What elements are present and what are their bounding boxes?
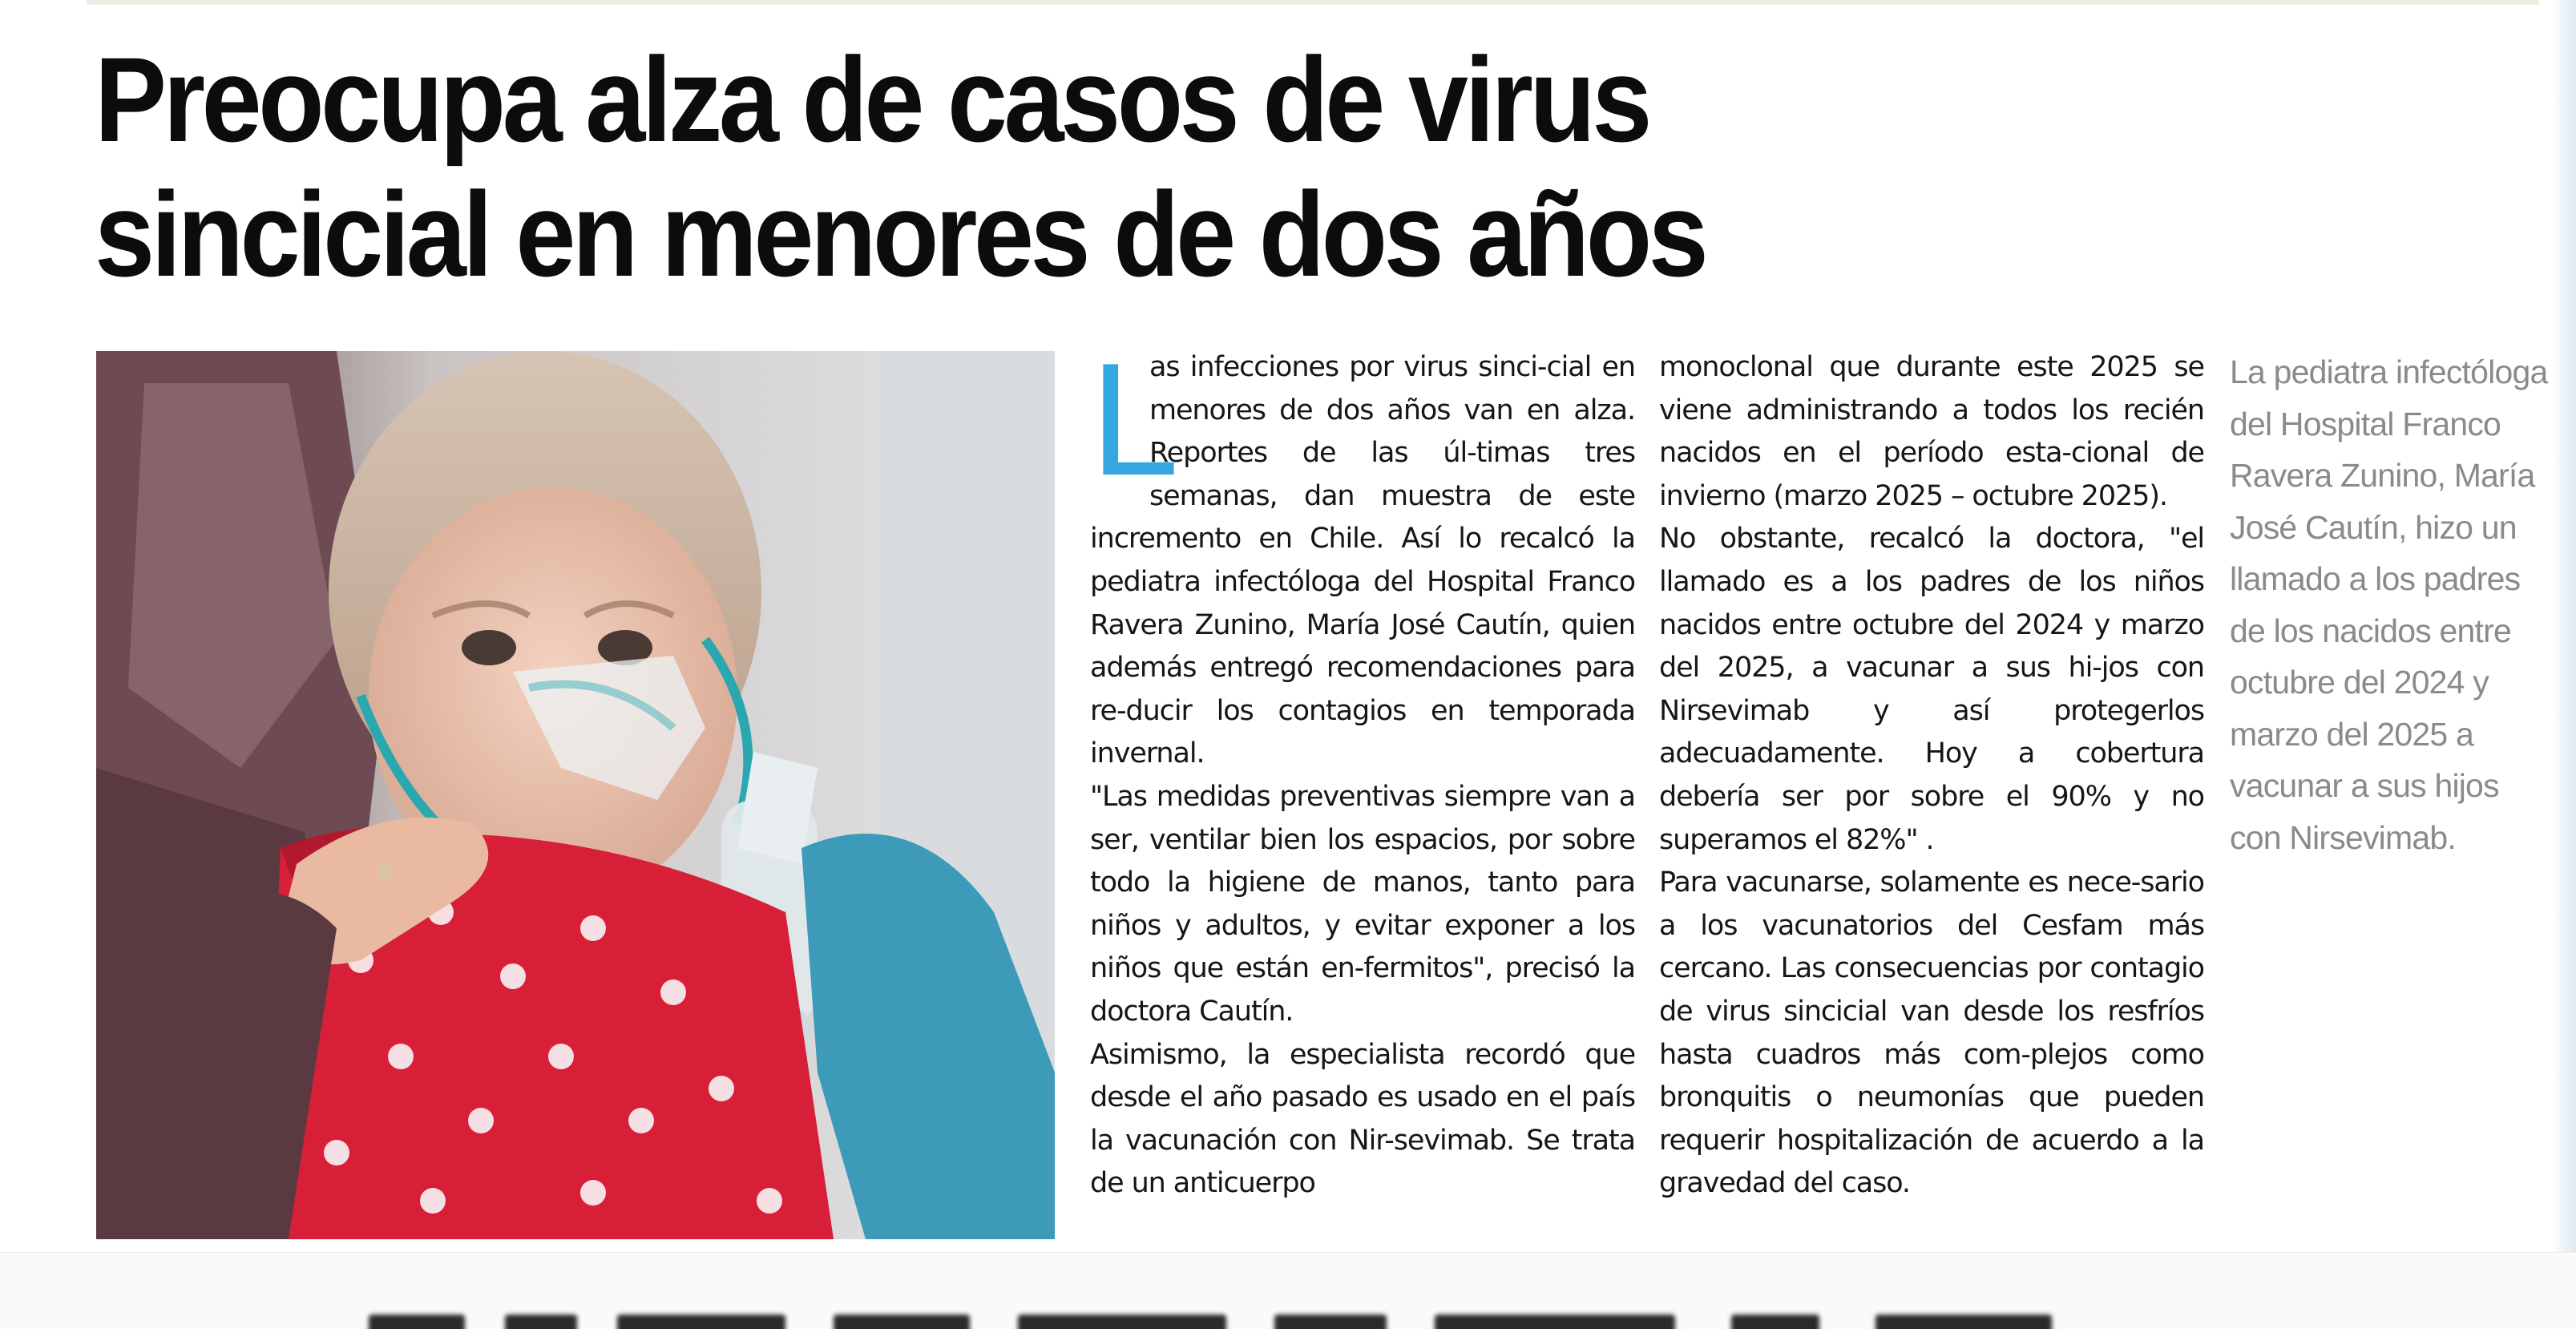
drop-cap: L [1090,330,1179,509]
column-2-paragraph-2: No obstante, recalcó la doctora, "el llamado es a los padres de los niños nacidos entre octubre del 2024 y marzo del 2025, a vacunar a sus hi-jos con Nirsevimab y así protegerlos adecuadamente. Hoy a cobertura debería ser por sobre el 90% y no superamos el 82%" . [1659,523,2204,856]
article-column-2 [1659,346,2204,1206]
column-2-paragraph-3: Para vacunarse, solamente es nece-sario a los vacunatorios del Cesfam más cercano. Las consecuencias por contagio de virus sincicial van desde los resfríos hasta cuadros más com-plejos como bronquitis o neumonías que pueden requerir hospitalización de acuerdo a la gravedad del caso. [1659,866,2204,1200]
article-photo [96,351,1055,1239]
column-1-paragraph-3: Asimismo, la especialista recordó que desde el año pasado es usado en el país la vacunación con Nir-sevimab. Se trata de un anticuerpo [1090,1038,1635,1200]
next-article-headline-cut [353,1291,2276,1329]
article-column-1 [1090,330,1635,1206]
column-1-paragraph-1: as infecciones por virus sinci-cial en menores de dos años van en alza. Reportes de las úl-timas tres semanas, dan muestra de este incremento en Chile. Así lo recalcó la pediatra infectóloga del Hospital Franco Ravera Zunino, María José Cautín, quien además entregó recomendaciones para re-ducir los contagios en temporada invernal. [1090,351,1635,770]
headline-line-2: sincicial en menores de dos años [95,167,1706,301]
column-2-paragraph-1: monoclonal que durante este 2025 se viene administrando a todos los recién nacidos en el período esta-cional de invierno (marzo 2025 – octubre 2025). [1659,351,2204,512]
sidebar-pull-quote: La pediatra infectóloga del Hospital Franco Ravera Zunino, María José Cautín, hizo un llamado a los padres de los nacidos entre octubre del 2024 y marzo del 2025 a vacunar a sus hijos con Nirsevimab. [2230,353,2548,856]
article-headline [95,32,2042,301]
top-rule [87,0,2539,5]
child-nebulizer-illustration [96,351,1055,1239]
headline-line-1: Preocupa alza de casos de virus [95,32,1649,167]
column-1-paragraph-2: "Las medidas preventivas siempre van a ser, ventilar bien los espacios, por sobre todo la higiene de manos, tanto para niños y adultos, y evitar exponer a los niños que están en-fermitos", precisó la doctora Cautín. [1090,780,1635,1028]
